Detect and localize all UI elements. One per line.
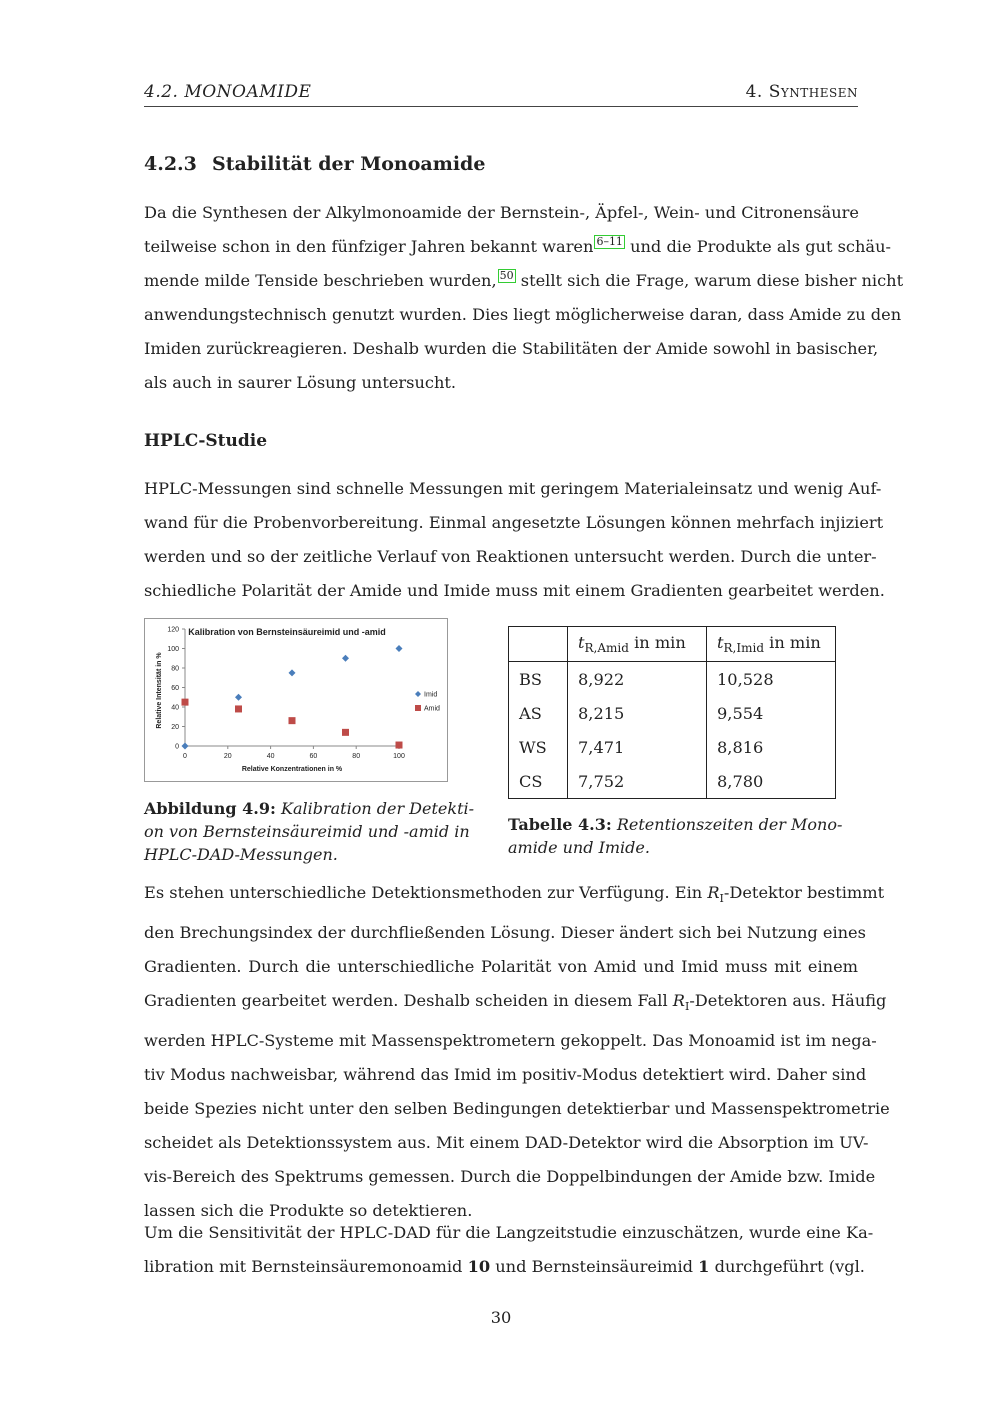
math-symbol: R bbox=[707, 883, 720, 902]
caption-text: amide und Imide. bbox=[508, 838, 650, 857]
table-cell: 8,922 bbox=[568, 662, 707, 697]
data-point-amid bbox=[235, 705, 242, 712]
text-line: vis-Bereich des Spektrums gemessen. Durch die Doppelbindungen der Amide bzw. Imide bbox=[144, 1167, 876, 1187]
page-number: 30 bbox=[490, 1308, 512, 1327]
x-tick-label: 60 bbox=[309, 753, 318, 760]
text-line: den Brechungsindex der durchfließenden Lösung. Dieser ändert sich bei Nutzung eines bbox=[144, 923, 866, 943]
compound-number: 1 bbox=[698, 1257, 710, 1276]
text-line: Da die Synthesen der Alkylmonoamide der Bernstein-, Äpfel-, Wein- und Citronensäure bbox=[144, 203, 859, 222]
y-axis-label: Relative Intensität in % bbox=[156, 652, 163, 729]
table-cell: AS bbox=[509, 696, 568, 730]
data-point-amid bbox=[396, 742, 403, 749]
table-row bbox=[509, 696, 836, 730]
text-span: stellt sich die Frage, warum diese bisher nicht bbox=[515, 271, 904, 290]
data-point-amid bbox=[342, 729, 349, 736]
retention-table bbox=[508, 626, 836, 799]
math-subscript: I bbox=[684, 1000, 690, 1014]
text-span: durchgeführt (vgl. bbox=[709, 1257, 865, 1276]
citation-number: 6 bbox=[596, 235, 604, 248]
text-span: teilweise schon in den fünfziger Jahren bekannt waren bbox=[144, 237, 594, 256]
table-header-cell bbox=[568, 627, 707, 662]
table-cell: 10,528 bbox=[707, 662, 836, 697]
text-span: Es stehen unterschiedliche Detektionsmethoden zur Verfügung. Ein bbox=[144, 883, 708, 902]
y-tick-label: 20 bbox=[171, 724, 179, 731]
caption-text: on von Bernsteinsäureimid und -amid in bbox=[144, 822, 470, 841]
caption-text: Retentionszeiten der Mono- bbox=[616, 815, 843, 834]
text-line: tiv Modus nachweisbar, während das Imid im positiv-Modus detektiert wird. Daher sind bbox=[144, 1065, 867, 1085]
figure-label: Abbildung 4.9: bbox=[144, 799, 276, 818]
header-chapter-section: 4.2. MONOAMIDE bbox=[144, 82, 312, 102]
figure-caption bbox=[144, 797, 488, 866]
header-var: t bbox=[578, 632, 585, 652]
table-cell: 8,780 bbox=[707, 764, 836, 799]
x-tick-label: 0 bbox=[183, 753, 187, 760]
caption-text: HPLC-DAD-Messungen. bbox=[144, 845, 338, 864]
text-span: -Detektor bestimmt bbox=[723, 883, 885, 902]
data-point-imid bbox=[182, 743, 189, 750]
data-point-imid bbox=[342, 655, 349, 662]
text-line: beide Spezies nicht unter den selben Bedingungen detektierbar und Massenspektrometrie bbox=[144, 1099, 890, 1119]
data-point-amid bbox=[182, 699, 189, 706]
table-row bbox=[509, 764, 836, 799]
table-cell: 8,215 bbox=[568, 696, 707, 730]
citation-dash: – bbox=[603, 235, 609, 248]
section-heading bbox=[144, 153, 485, 175]
text-line: Um die Sensitivität der HPLC-DAD für die Langzeitstudie einzuschätzen, wurde eine Ka- bbox=[144, 1223, 874, 1242]
y-tick-label: 40 bbox=[171, 704, 179, 712]
table-row bbox=[509, 662, 836, 697]
paragraph-intro bbox=[144, 196, 904, 400]
table-cell: 8,816 bbox=[707, 730, 836, 764]
citation-number: 11 bbox=[608, 235, 623, 248]
citation-link[interactable]: 50 bbox=[499, 269, 514, 282]
header-subscript: R,Amid bbox=[584, 641, 629, 656]
y-tick-label: 80 bbox=[171, 665, 179, 673]
text-span: und die Produkte als gut schäu- bbox=[624, 237, 891, 256]
x-tick-label: 40 bbox=[266, 753, 275, 760]
text-line bbox=[144, 264, 904, 298]
data-point-imid bbox=[289, 669, 296, 676]
citation-link[interactable] bbox=[594, 235, 625, 249]
y-tick-label: 100 bbox=[167, 646, 179, 653]
text-line: als auch in saurer Lösung untersucht. bbox=[144, 373, 457, 392]
header-unit: in min bbox=[764, 632, 821, 652]
header-subscript: R,Imid bbox=[723, 641, 765, 656]
text-span: -Detektoren aus. Häufig bbox=[689, 991, 887, 1011]
text-line: werden und so der zeitliche Verlauf von Reaktionen untersucht werden. Durch die unter- bbox=[144, 547, 877, 566]
calibration-chart bbox=[144, 618, 448, 782]
section-number: 4.2.3 bbox=[144, 153, 197, 175]
y-tick-label: 60 bbox=[171, 685, 179, 692]
x-tick-label: 80 bbox=[352, 753, 361, 760]
running-header bbox=[144, 82, 858, 107]
table-cell: WS bbox=[509, 730, 568, 764]
legend-marker bbox=[415, 691, 421, 697]
table-caption bbox=[508, 813, 858, 859]
data-point-imid bbox=[396, 645, 403, 652]
table-header-row bbox=[509, 627, 836, 662]
x-axis-label: Relative Konzentrationen in % bbox=[241, 766, 343, 773]
text-line: anwendungstechnisch genutzt wurden. Dies liegt möglicherweise daran, dass Amide zu den bbox=[144, 305, 902, 324]
table-cell: CS bbox=[509, 764, 568, 799]
text-line bbox=[144, 984, 887, 1024]
text-line: schiedliche Polarität der Amide und Imide muss mit einem Gradienten gearbeitet werden. bbox=[144, 581, 885, 600]
paragraph-hplc bbox=[144, 472, 885, 608]
section-title: Stabilität der Monoamide bbox=[212, 153, 486, 175]
legend-label: Imid bbox=[424, 691, 438, 699]
data-point-imid bbox=[235, 694, 242, 701]
y-tick-label: 0 bbox=[175, 743, 179, 751]
table-cell: 7,752 bbox=[568, 764, 707, 799]
table-cell: 7,471 bbox=[568, 730, 707, 764]
text-line bbox=[144, 1250, 865, 1284]
text-line: wand für die Probenvorbereitung. Einmal angesetzte Lösungen können mehrfach injiziert bbox=[144, 513, 884, 532]
header-unit: in min bbox=[628, 632, 686, 652]
table-cell: 9,554 bbox=[707, 696, 836, 730]
table-cell: BS bbox=[509, 662, 568, 697]
paragraph-detection bbox=[144, 876, 890, 1228]
compound-number: 10 bbox=[467, 1257, 491, 1276]
table-row bbox=[509, 730, 836, 764]
text-span: libration mit Bernsteinsäuremonoamid bbox=[144, 1257, 468, 1276]
table-label: Tabelle 4.3: bbox=[508, 815, 612, 834]
chart-title: Kalibration von Bernsteinsäureimid und -amid bbox=[188, 627, 386, 637]
text-line: scheidet als Detektionssystem aus. Mit einem DAD-Detektor wird die Absorption im UV- bbox=[144, 1133, 869, 1153]
text-line: werden HPLC-Systeme mit Massenspektrometern gekoppelt. Das Monoamid ist im nega- bbox=[144, 1031, 877, 1051]
text-line bbox=[144, 230, 891, 264]
math-symbol: R bbox=[672, 991, 685, 1011]
chart-svg bbox=[145, 619, 447, 781]
text-span: mende milde Tenside beschrieben wurden, bbox=[144, 271, 497, 290]
legend-marker bbox=[415, 705, 421, 711]
text-line bbox=[144, 876, 885, 916]
header-chapter-title bbox=[746, 82, 858, 102]
text-span: und Bernsteinsäureimid bbox=[490, 1257, 699, 1276]
table-header-cell bbox=[707, 627, 836, 662]
header-chapter-name: Synthesen bbox=[768, 82, 858, 102]
text-line: HPLC-Messungen sind schnelle Messungen mit geringem Materialeinsatz und wenig Auf- bbox=[144, 479, 882, 498]
caption-text: Kalibration der Detekti- bbox=[281, 799, 475, 818]
paragraph-calibration bbox=[144, 1216, 874, 1284]
legend-label: Amid bbox=[424, 705, 440, 713]
header-var: t bbox=[717, 632, 724, 652]
math-subscript: I bbox=[719, 892, 724, 906]
subsection-heading: HPLC-Studie bbox=[144, 431, 268, 451]
y-tick-label: 120 bbox=[167, 626, 179, 634]
data-point-amid bbox=[289, 717, 296, 724]
text-line: Gradienten. Durch die unterschiedliche Polarität von Amid und Imid muss mit einem bbox=[144, 957, 858, 977]
header-chapter-number: 4. bbox=[745, 82, 769, 102]
x-tick-label: 100 bbox=[393, 753, 405, 760]
text-line: Imiden zurückreagieren. Deshalb wurden die Stabilitäten der Amide sowohl in basischer, bbox=[144, 339, 879, 358]
text-line: lassen sich die Produkte so detektieren. bbox=[144, 1201, 473, 1221]
x-tick-label: 20 bbox=[223, 753, 232, 760]
text-span: Gradienten gearbeitet werden. Deshalb scheiden in diesem Fall bbox=[144, 991, 673, 1011]
table-header-cell bbox=[509, 627, 568, 662]
